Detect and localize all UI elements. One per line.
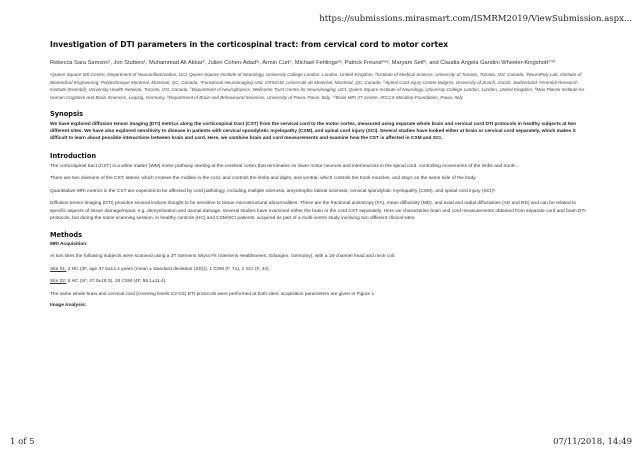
site-02-line <box>50 278 590 285</box>
intro-paragraph-1: The corticospinal tract (CST) is a white matter (WM) motor pathway starting at the cerebral cortex that terminates on lower motor neurons and interneurons in the spinal cord, controlling movements of the limbs and trunk¹. <box>50 163 518 169</box>
site-02-label: Site 02: <box>50 279 67 285</box>
intro-paragraph-3: Quantitative MRI metrics in the CST are expected to be affected by cord pathology, including multiple sclerosis, amyotrophic lateral sclerosis, cervical spondylotic myelopathy (CSM), and spinal cord injury (SCI)². <box>50 188 497 194</box>
synopsis-text: We have explored diffusion tensor imaging (DTI) metrics along the corticospinal tract (CST) from the cervical cord to the motor cortex, measured using separate whole brain and cervical cord DTI protocols in healthy subjects at two different sites. We have also explored sensitivity to disease in patients with cervical spondylotic myelopathy (CSM), and spinal cord injury (SCI). Several studies have looked either at brain or cervical cord separately, which makes it difficult to learn about possible interactions between brain and cord. Here, we combine brain and cord measurements and examine how the CST is affected in CSM and SCI. <box>50 121 577 142</box>
author-list: Rebecca Sara Samson¹, Jon Stutters¹, Muhammad Ali Akbar², Julien Cohen-Adad³ʴ, Armin Curt⁵, Michael Fehlings²ʶ, Patrick Freund⁵ʷʸ, Maryam Seif⁵, and Claudia Angela Gandini Wheeler-Kingshott¹ʹ¹⁰ <box>50 60 556 66</box>
site-01-line <box>50 266 590 273</box>
intro-paragraph-4: Diffusion tensor imaging (DTI) provides several indices thought to be sensitive to tissue microstructural abnormalities. These are the fractional anisotropy (FA), mean diffusivity (MD), and axial and radial diffusivities (AD and RD) and can be related to specific aspects of tissue damage/repair, e.g. demyelination and axonal damage. Several studies have examined either the brain or the cord CST separately. Here we characterise brain and cord measurements obtained from separate cord and brain DTI protocols, but during the same scanning session, in healthy controls (HC) and CSM/SCI patients, acquired as part of a multi-centre study involving two different clinical sites. <box>50 201 586 221</box>
synopsis-heading: Synopsis <box>50 109 84 118</box>
page-url-header: https://submissions.mirasmart.com/ISMRM2019/ViewSubmission.aspx... <box>319 14 632 24</box>
methods-paragraph-1: At two sites the following subjects were scanned using a 3T Siemens Skyra Fit (Siemens Healthineers, Erlangen, Germany), with a 16-channel head and neck coil: <box>50 254 396 260</box>
image-analysis-label: Image Analysis: <box>50 302 87 308</box>
page-indicator: 1 of 5 <box>10 437 35 447</box>
introduction-heading: Introduction <box>50 151 97 160</box>
methods-heading: Methods <box>50 231 83 240</box>
print-datetime: 07/11/2018, 14:49 <box>553 437 632 447</box>
site-01-text: 4 HC (2F, age 37.5±14.4 years (mean ± standard deviation (SD))), 1 CSM (F, 71), 1 SCI (F, 44). <box>66 266 270 272</box>
mri-acquisition-label: MRI Acquisition: <box>50 242 88 248</box>
intro-paragraph-2: There are two divisions of the CST; lateral, which crosses the midline in the cord, and controls the limbs and digits, and ventral, which controls the trunk muscles, and stays on the same side of the body. <box>50 176 477 182</box>
abstract-content <box>50 40 590 314</box>
site-01-label: Site 01: <box>50 266 67 272</box>
site-02-text: 5 HC (1F, 47.0±18.3), 18 CSM (4F, 55.1±11.4). <box>66 279 167 285</box>
methods-paragraph-2: The same whole brain and cervical cord (covering levels C2-C5) DTI protocols were performed at both sites; acquisition parameters are given in Figure 1. <box>50 291 376 297</box>
page-title: Investigation of DTI parameters in the corticospinal tract: from cervical cord to motor cortex <box>50 40 449 49</box>
affiliations: ¹Queen Square MS Centre, Department of Neuroinflammation, UCL Queen Square Institute of Neurology, University College London, London, United Kingdom, ²Institute of Medical Science, University of Toronto, Toronto, ON, Canada, ³NeuroPoly Lab, Institute of Biomedical Engineering, Polytechnique Montreal, Montreal, QC, Canada, ⁴Functional Neuroimaging Unit, CRIUGM, Université de Montréal, Montreal, QC, Canada, ⁵Spinal Cord Injury Center Balgrist, University of Zurich, Zurich, Switzerland, ⁶Krembil Research Institute (Krembil), University Health Network, Toronto, ON, Canada, ⁷Department of Neurophysics, Wellcome Trust Centre for Neuroimaging, UCL Queen Square Institute of Neurology, University College London, London, United Kingdom, ⁸Max Planck Institute for Human Cognitive and Brain Sciences, Leipzig, Germany, ⁹Department of Brain and Behavioural Sciences, University of Pavia, Pavia, Italy, ¹⁰Brain MRI 3T Centre, IRCCS Mondino Foundation, Pavia, Italy <box>50 72 585 101</box>
